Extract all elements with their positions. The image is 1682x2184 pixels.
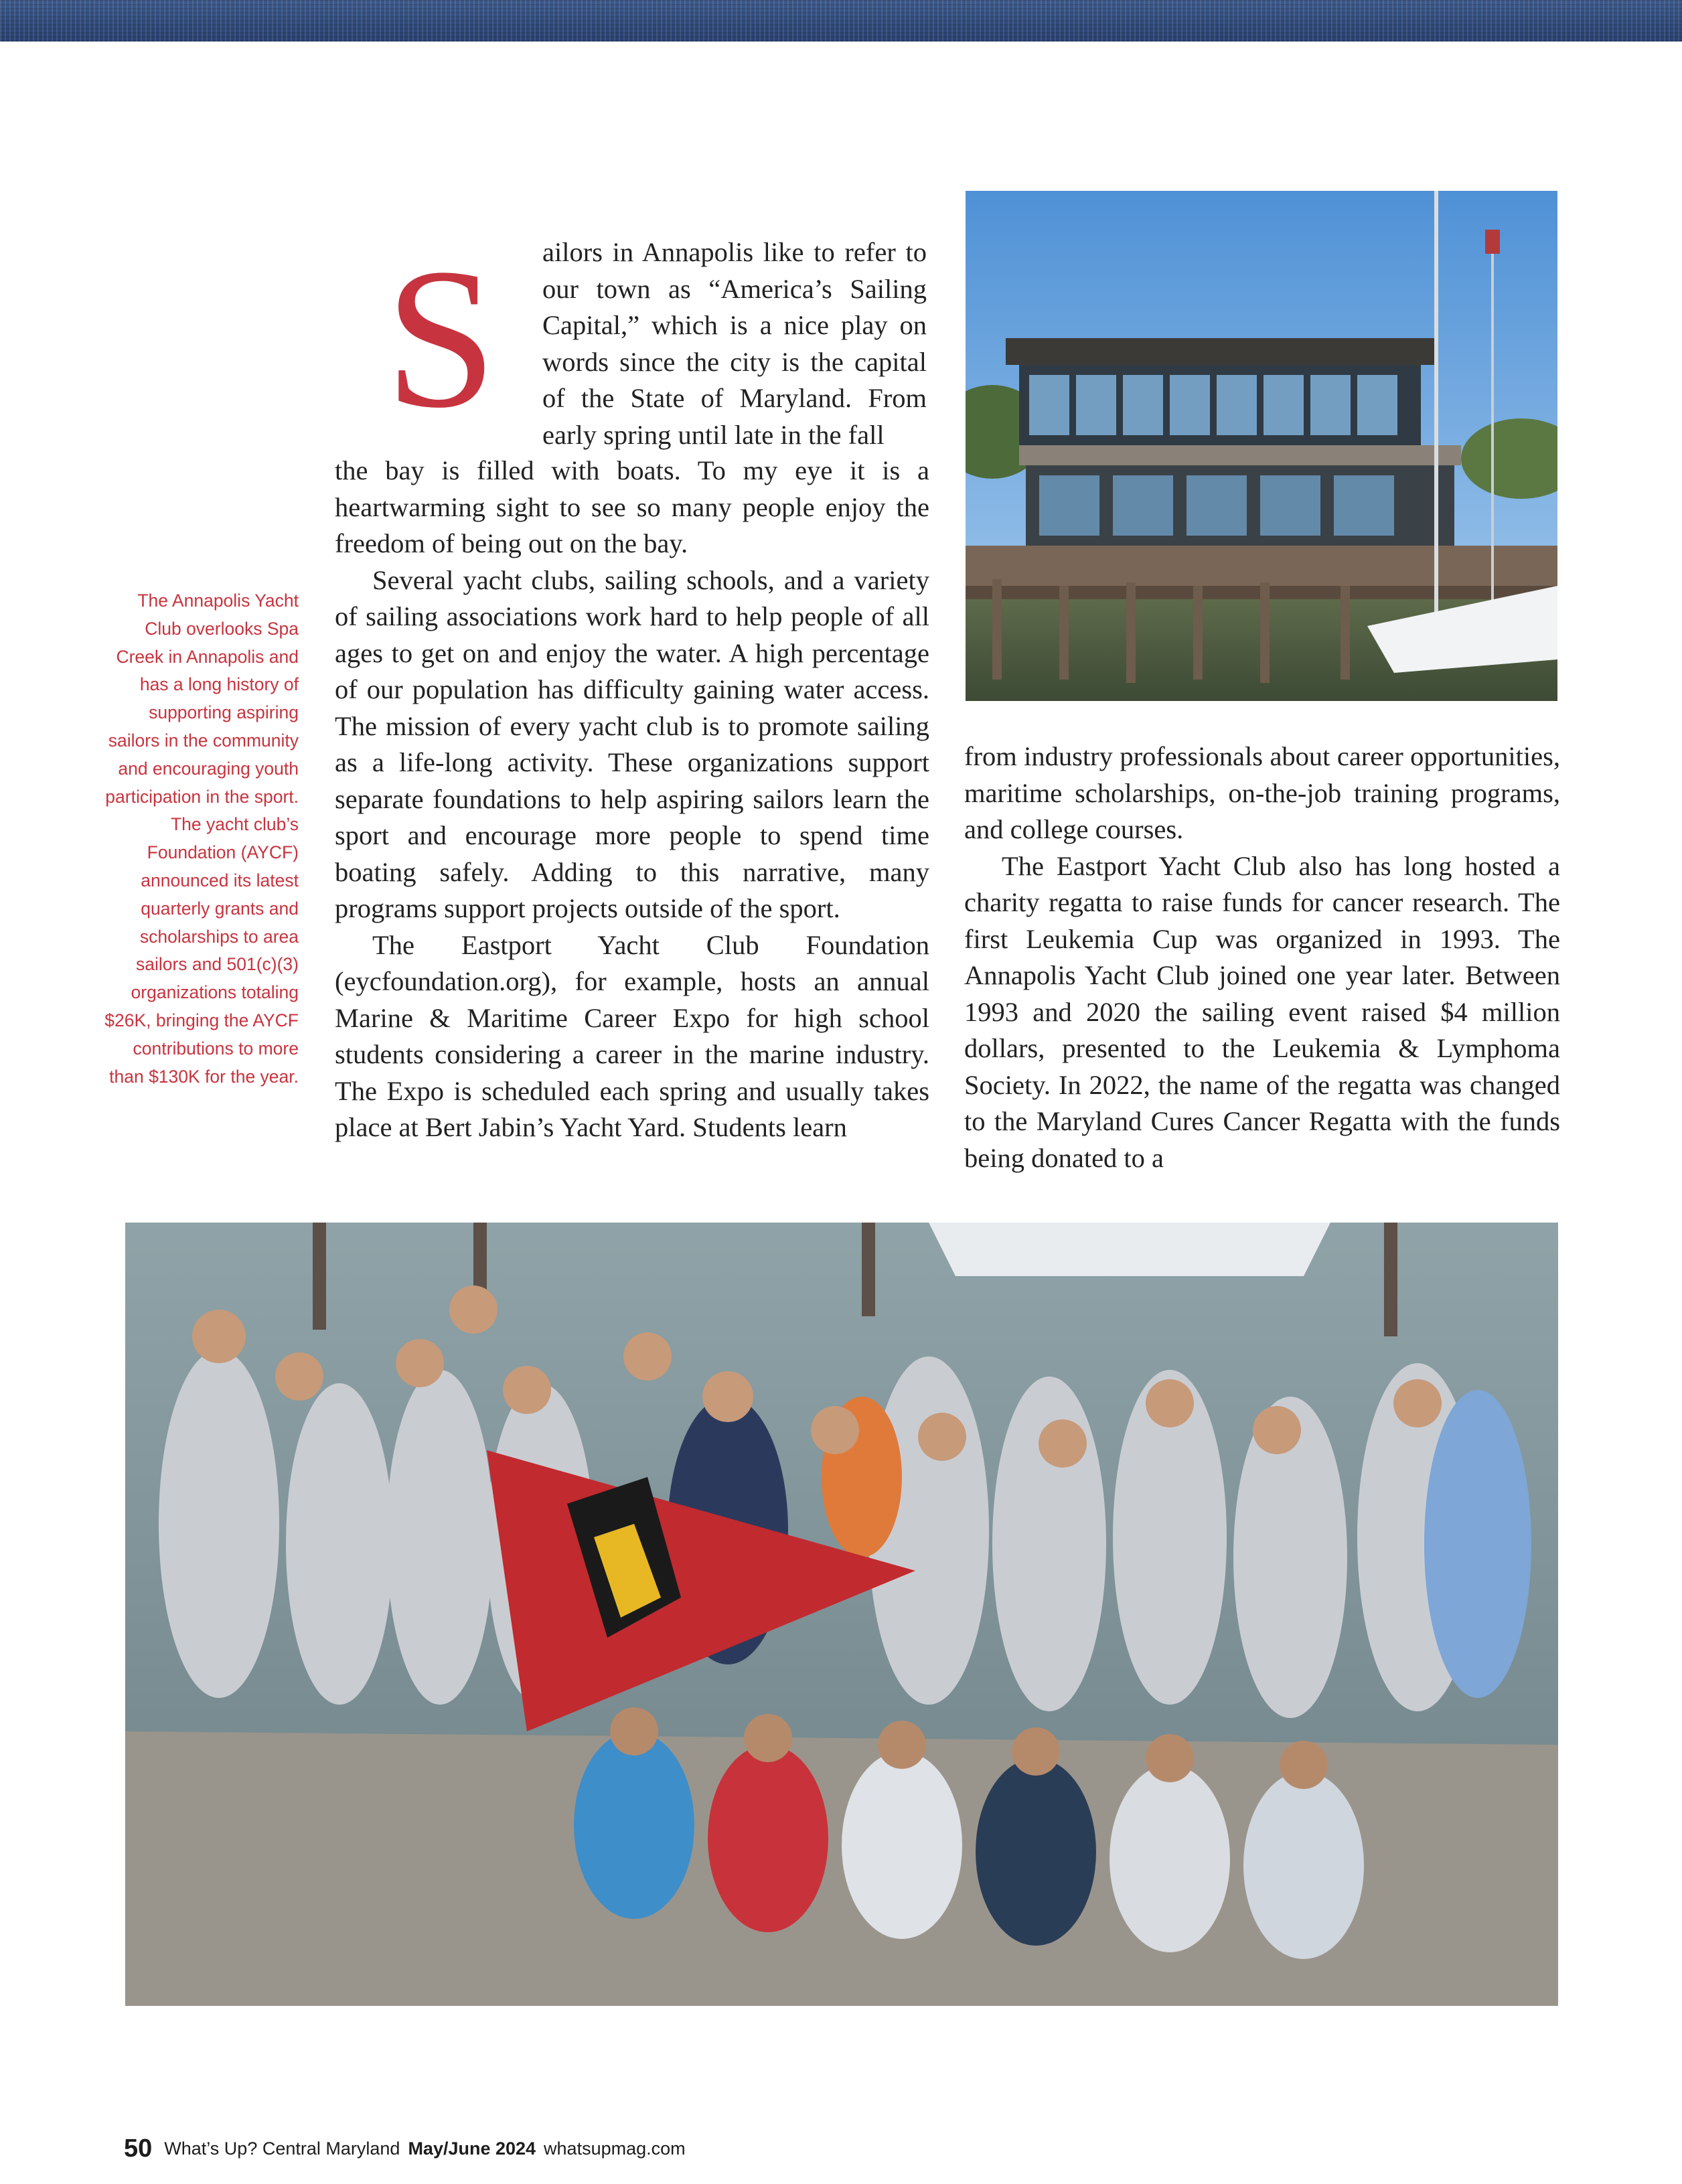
annapolis-yacht-club-photo bbox=[966, 191, 1557, 701]
article-intro-lines bbox=[542, 234, 927, 453]
paragraph-students: from industry professionals about career opportunities, maritime scholarships, on-the-job training programs, and college courses. bbox=[964, 741, 1560, 844]
website-url: whatsupmag.com bbox=[544, 2138, 686, 2159]
photo-caption: The Annapolis Yacht Club overlooks Spa Creek in Annapolis and has a long history of supporting aspiring sailors in the community and encouraging youth participation in the sport. The yacht club’s Foundation (AYCF) announced its latest quarterly grants and scholarships to area sailors and 501(c)(3) organizations totaling $26K, bringing the AYCF contributions to more than $130K for the year. bbox=[104, 591, 299, 1087]
yacht-club-illustration bbox=[966, 191, 1557, 701]
paragraph-intro-continued: the bay is filled with boats. To my eye it is a heartwarming sight to see so many people enjoy the freedom of being out on the bay. bbox=[335, 455, 929, 558]
page-footer bbox=[124, 2134, 686, 2163]
article-column-2 bbox=[964, 738, 1560, 1176]
page-number: 50 bbox=[124, 2134, 153, 2163]
issue-date: May/June 2024 bbox=[408, 2138, 536, 2159]
paragraph-intro: ailors in Annapolis like to refer to our town as “America’s Sailing Capital,” which is a nice play on words since the city is the capital of the State of Maryland. From early spring until late in the fall bbox=[542, 237, 927, 450]
article-column-1 bbox=[335, 453, 929, 1146]
publication-name: What’s Up? Central Maryland bbox=[164, 2138, 400, 2159]
paragraph-regatta: The Eastport Yacht Club also has long hosted a charity regatta to raise funds for cancer research. The first Leukemia Cup was organized in 1993. The Annapolis Yacht Club joined one year later. Between 1993 and 2020 the sailing event raised $4 million dollars, presented to the Leukemia & Lymphoma Society. In 2022, the name of the regatta was changed to the Maryland Cures Cancer Regatta with the funds being donated to a bbox=[964, 850, 1560, 1173]
group-photo-illustration bbox=[125, 1223, 1558, 2006]
drop-cap: S bbox=[385, 227, 497, 449]
paragraph-eycf: The Eastport Yacht Club Foundation (eycfoundation.org), for example, hosts an annual Marine & Maritime Career Expo for high school students considering a career in the marine industry. The Expo is scheduled each spring and usually takes place at Bert Jabin’s Yacht Yard. Students learn bbox=[335, 929, 929, 1142]
top-decorative-band bbox=[0, 0, 1682, 42]
regatta-group-photo bbox=[125, 1223, 1558, 2006]
paragraph-yacht-clubs: Several yacht clubs, sailing schools, and a variety of sailing associations work hard to help people of all ages to get on and enjoy the water. A high percentage of our population has difficulty gaining water access. The mission of every yacht club is to promote sailing as a life-long activity. These organizations support separate foundations to help aspiring sailors learn the sport and encourage more people to spend time boating safely. Adding to this narrative, many programs support projects outside of the sport. bbox=[335, 564, 929, 923]
